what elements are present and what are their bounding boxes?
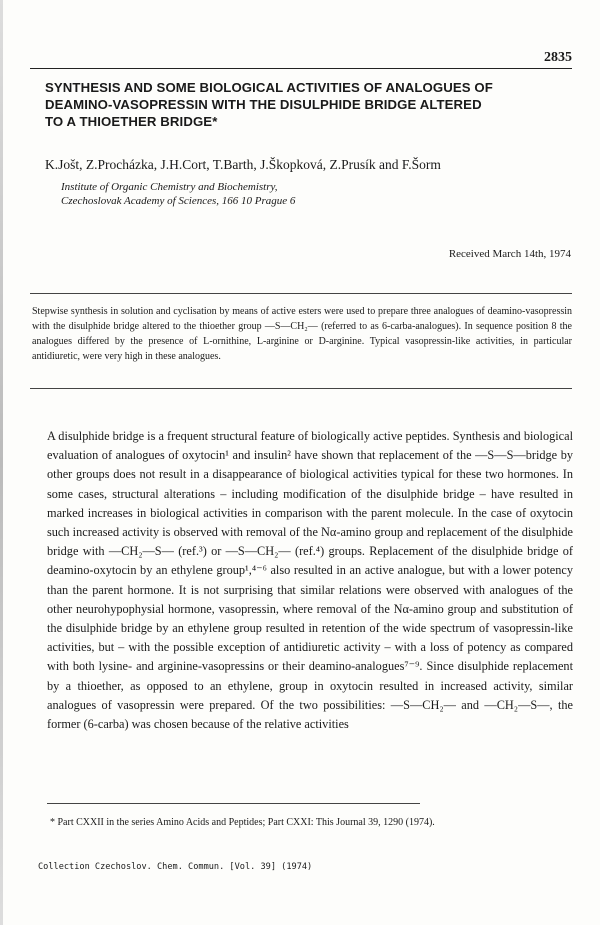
received-date: Received March 14th, 1974 — [448, 248, 571, 260]
abstract: Stepwise synthesis in solution and cyclisation by means of active esters were used to prepare three analogues of deamino-vasopressin with the disulphide bridge altered to the thioether group —S—CH₂— (referred to as 6-carba-analogues). In sequence position 8 the analogues differed by the presence of L-ornithine, L-arginine or D-arginine. Typical vasopressin-like activities, in particular antidiuretic, were very high in these analogues. — [32, 306, 572, 362]
page-number: 2835 — [544, 50, 572, 65]
header-rule — [30, 68, 572, 69]
author-list: K.Jošt, Z.Procházka, J.H.Cort, T.Barth, J.Škopková, Z.Prusík and F.Šorm — [45, 157, 441, 172]
journal-citation: Collection Czechoslov. Chem. Commun. [Vol. 39] (1974) — [38, 862, 313, 872]
affiliation-line: Institute of Organic Chemistry and Biochemistry, — [61, 181, 278, 193]
abstract-top-rule — [30, 293, 572, 294]
article-title — [45, 79, 565, 130]
body-paragraph: A disulphide bridge is a frequent structural feature of biologically active peptides. Synthesis and biological evaluation of analogues of oxytocin¹ and insulin² have shown that replacement of the —S—S—bridge by other groups does not result in a disappearance of biological activities typical for these two hormones. In some cases, structural alterations – including modification of the disulphide bridge – have resulted in marked increases in biological activities in comparison with the parent molecule. In the case of oxytocin such increased activity is observed with removal of the Nα-amino group and replacement of the disulphide bridge with —CH₂—S— (ref.³) or —S—CH₂— (ref.⁴) groups. Replacement of the disulphide bridge of deamino-oxytocin by an ethylene group¹,⁴⁻⁶ also resulted in an active analogue, but with a lower potency than the parent hormone. It is not surprising that similar relations were observed with analogues of the other neurohypophysial hormone, vasopressin, where removal of the Nα-amino group and substitution of the disulphide bridge by an ethylene group resulted in retention of the wide spectrum of vasopressin-like activities, but – with the possible exception of antidiuretic activity – with a loss of potency as compared with both lysine- and arginine-vasopressins or their deamino-analogues⁷⁻⁹. Since disulphide replacement by a thioether, as opposed to an ethylene, group in oxytocin resulted in increased activity, similar analogues of vasopressin were prepared. Of the two possibilities: —S—CH₂— and —CH₂—S—, the former (6-carba) was chosen because of the relative activities — [47, 429, 573, 732]
title-line: SYNTHESIS AND SOME BIOLOGICAL ACTIVITIES OF ANALOGUES OF — [45, 80, 493, 95]
abstract-bottom-rule — [30, 388, 572, 389]
footnote: * Part CXXII in the series Amino Acids and Peptides; Part CXXI: This Journal 39, 1290 (1974). — [50, 817, 435, 828]
affiliation-line: Czechoslovak Academy of Sciences, 166 10 Prague 6 — [61, 195, 296, 207]
footnote-rule — [47, 803, 420, 804]
title-line: DEAMINO-VASOPRESSIN WITH THE DISULPHIDE BRIDGE ALTERED — [45, 97, 482, 112]
title-line: TO A THIOETHER BRIDGE* — [45, 114, 218, 129]
affiliation — [61, 180, 295, 208]
scan-edge-shadow — [0, 0, 3, 925]
